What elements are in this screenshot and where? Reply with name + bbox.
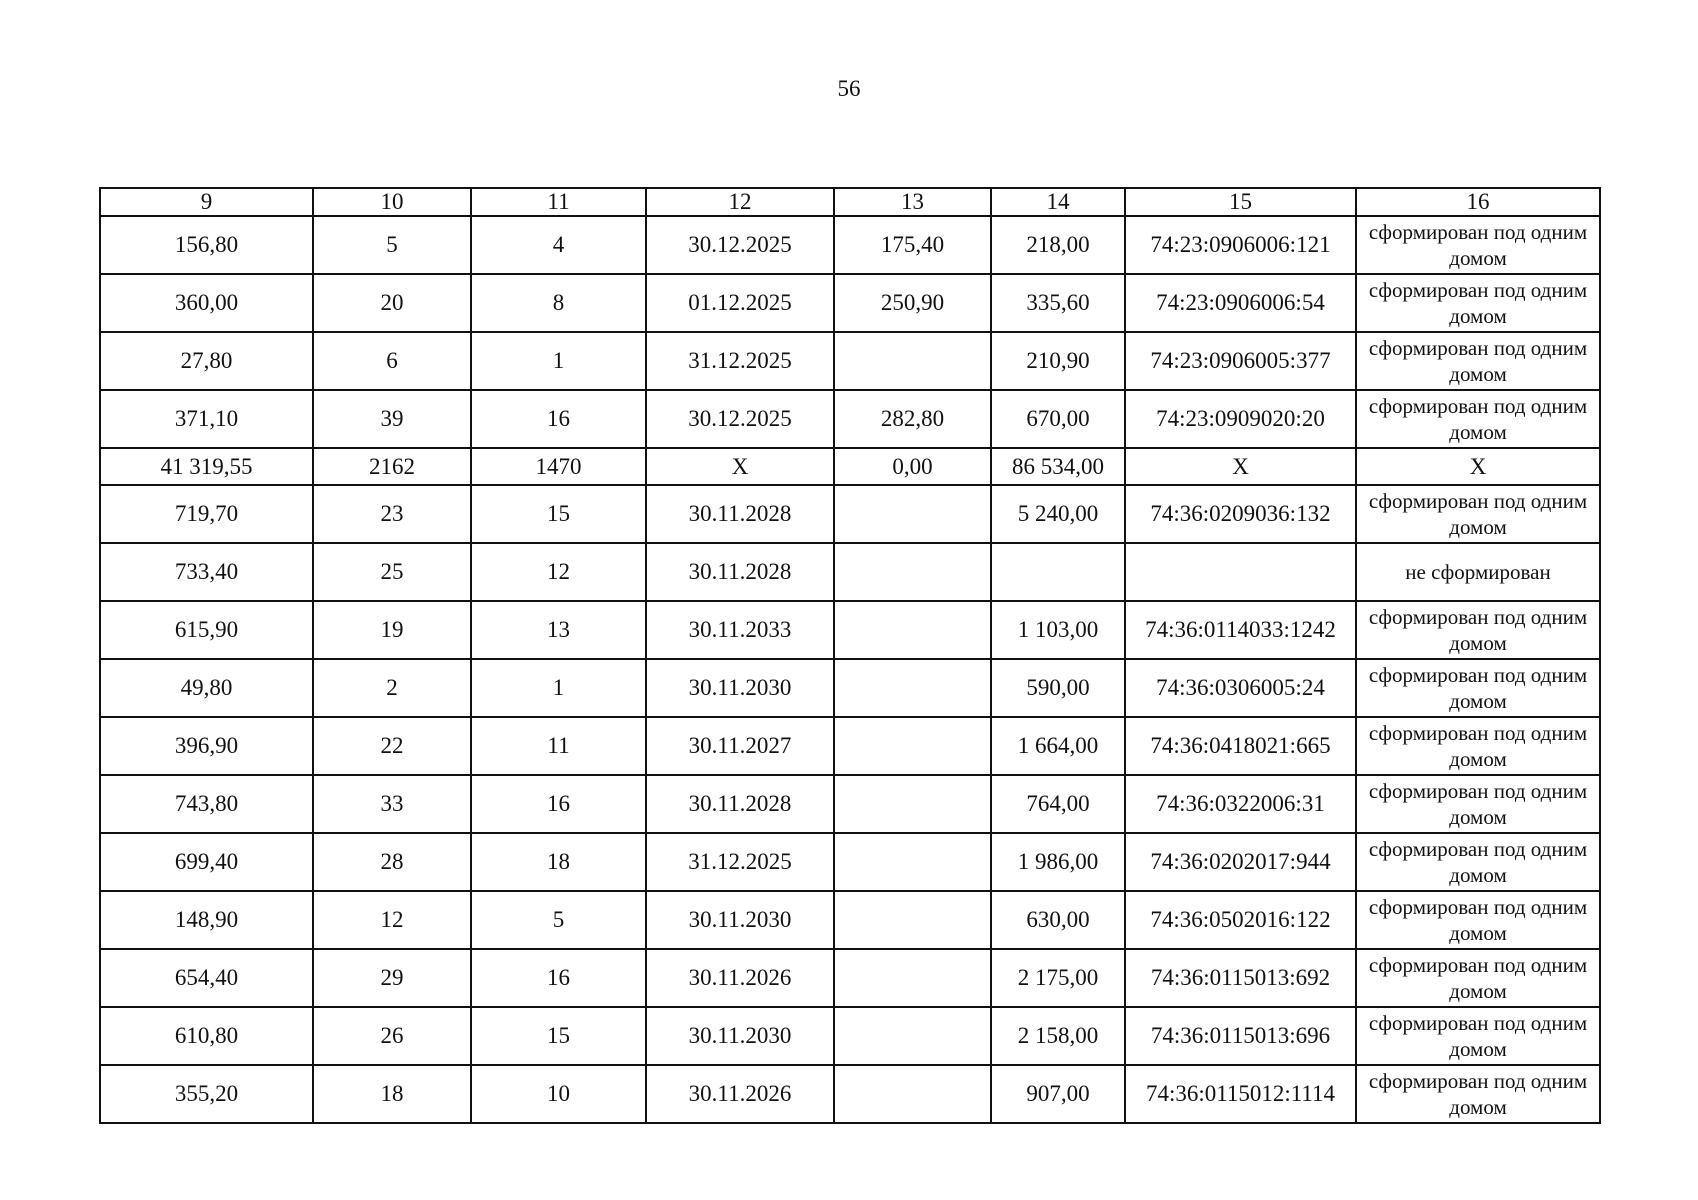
cell-count-b: 12 — [471, 543, 646, 601]
cell-cadastral-number: 74:36:0322006:31 — [1125, 775, 1356, 833]
table-row — [100, 390, 1600, 448]
cell-value-14: 218,00 — [991, 216, 1125, 274]
cell-count-b: 16 — [471, 775, 646, 833]
table-body — [100, 216, 1600, 1123]
cell-value-14: 764,00 — [991, 775, 1125, 833]
cell-count-b: 10 — [471, 1065, 646, 1123]
cell-area: 360,00 — [100, 274, 313, 332]
cell-area: 371,10 — [100, 390, 313, 448]
total-row — [100, 448, 1600, 485]
cell-cadastral-number: 74:36:0115013:696 — [1125, 1007, 1356, 1065]
cell-status: сформирован под одним домом — [1356, 1065, 1600, 1123]
cell-value-14: 1 103,00 — [991, 601, 1125, 659]
table-row — [100, 949, 1600, 1007]
cell-value-14: 5 240,00 — [991, 485, 1125, 543]
table-row — [100, 717, 1600, 775]
data-table — [99, 187, 1601, 1124]
cell-value-13 — [834, 949, 991, 1007]
cell-status: сформирован под одним домом — [1356, 274, 1600, 332]
cell-value-14: 86 534,00 — [991, 448, 1125, 485]
cell-value-13 — [834, 891, 991, 949]
column-header: 10 — [313, 188, 471, 216]
cell-count-b: 1470 — [471, 448, 646, 485]
cell-area: 148,90 — [100, 891, 313, 949]
column-header: 9 — [100, 188, 313, 216]
cell-cadastral-number: 74:36:0418021:665 — [1125, 717, 1356, 775]
header-row — [100, 188, 1600, 216]
cell-count-b: 1 — [471, 659, 646, 717]
cell-status: сформирован под одним домом — [1356, 332, 1600, 390]
cell-area: 27,80 — [100, 332, 313, 390]
cell-value-14: 210,90 — [991, 332, 1125, 390]
cell-area: 610,80 — [100, 1007, 313, 1065]
cell-count-a: 26 — [313, 1007, 471, 1065]
cell-area: 733,40 — [100, 543, 313, 601]
cell-value-13: 0,00 — [834, 448, 991, 485]
table-row — [100, 485, 1600, 543]
cell-date: 30.11.2028 — [646, 775, 834, 833]
cell-count-a: 29 — [313, 949, 471, 1007]
cell-area: 156,80 — [100, 216, 313, 274]
cell-value-13 — [834, 601, 991, 659]
cell-value-13 — [834, 833, 991, 891]
cell-count-a: 18 — [313, 1065, 471, 1123]
cell-value-14: 1 986,00 — [991, 833, 1125, 891]
cell-cadastral-number — [1125, 543, 1356, 601]
cell-count-a: 19 — [313, 601, 471, 659]
cell-status: сформирован под одним домом — [1356, 659, 1600, 717]
cell-status: сформирован под одним домом — [1356, 216, 1600, 274]
cell-value-13 — [834, 717, 991, 775]
table-row — [100, 659, 1600, 717]
cell-status: сформирован под одним домом — [1356, 1007, 1600, 1065]
cell-area: 396,90 — [100, 717, 313, 775]
column-header: 13 — [834, 188, 991, 216]
cell-cadastral-number: X — [1125, 448, 1356, 485]
cell-cadastral-number: 74:23:0906005:377 — [1125, 332, 1356, 390]
cell-value-13: 282,80 — [834, 390, 991, 448]
table-row — [100, 543, 1600, 601]
table-row — [100, 891, 1600, 949]
cell-count-a: 25 — [313, 543, 471, 601]
cell-value-13: 175,40 — [834, 216, 991, 274]
cell-count-b: 4 — [471, 216, 646, 274]
cell-date: 30.11.2033 — [646, 601, 834, 659]
cell-count-a: 2162 — [313, 448, 471, 485]
cell-area: 41 319,55 — [100, 448, 313, 485]
cell-value-13 — [834, 775, 991, 833]
cell-value-14: 590,00 — [991, 659, 1125, 717]
cell-count-a: 2 — [313, 659, 471, 717]
table-row — [100, 216, 1600, 274]
column-header: 14 — [991, 188, 1125, 216]
cell-count-a: 20 — [313, 274, 471, 332]
table-row — [100, 833, 1600, 891]
cell-value-14: 2 158,00 — [991, 1007, 1125, 1065]
cell-date: 30.11.2027 — [646, 717, 834, 775]
cell-cadastral-number: 74:23:0906006:54 — [1125, 274, 1356, 332]
cell-count-a: 28 — [313, 833, 471, 891]
cell-count-b: 18 — [471, 833, 646, 891]
cell-value-13 — [834, 543, 991, 601]
cell-value-14: 335,60 — [991, 274, 1125, 332]
cell-date: X — [646, 448, 834, 485]
cell-area: 49,80 — [100, 659, 313, 717]
column-header: 11 — [471, 188, 646, 216]
cell-date: 30.12.2025 — [646, 390, 834, 448]
cell-cadastral-number: 74:23:0909020:20 — [1125, 390, 1356, 448]
cell-date: 30.11.2028 — [646, 543, 834, 601]
cell-count-a: 12 — [313, 891, 471, 949]
cell-date: 30.12.2025 — [646, 216, 834, 274]
cell-date: 30.11.2030 — [646, 1007, 834, 1065]
cell-area: 699,40 — [100, 833, 313, 891]
table-row — [100, 1007, 1600, 1065]
cell-cadastral-number: 74:36:0209036:132 — [1125, 485, 1356, 543]
cell-status: сформирован под одним домом — [1356, 485, 1600, 543]
table-row — [100, 274, 1600, 332]
cell-value-13 — [834, 332, 991, 390]
cell-count-a: 5 — [313, 216, 471, 274]
cell-value-13 — [834, 1065, 991, 1123]
cell-status: сформирован под одним домом — [1356, 891, 1600, 949]
cell-status: сформирован под одним домом — [1356, 949, 1600, 1007]
cell-cadastral-number: 74:36:0115013:692 — [1125, 949, 1356, 1007]
cell-count-b: 13 — [471, 601, 646, 659]
cell-cadastral-number: 74:36:0202017:944 — [1125, 833, 1356, 891]
table-row — [100, 601, 1600, 659]
cell-value-13 — [834, 659, 991, 717]
cell-date: 01.12.2025 — [646, 274, 834, 332]
table-row — [100, 1065, 1600, 1123]
cell-value-14: 630,00 — [991, 891, 1125, 949]
cell-date: 30.11.2026 — [646, 1065, 834, 1123]
cell-count-b: 5 — [471, 891, 646, 949]
cell-count-b: 15 — [471, 485, 646, 543]
cell-value-14: 2 175,00 — [991, 949, 1125, 1007]
cell-value-14: 670,00 — [991, 390, 1125, 448]
column-header: 15 — [1125, 188, 1356, 216]
cell-count-b: 15 — [471, 1007, 646, 1065]
cell-value-13: 250,90 — [834, 274, 991, 332]
column-header: 16 — [1356, 188, 1600, 216]
cell-cadastral-number: 74:36:0306005:24 — [1125, 659, 1356, 717]
cell-count-a: 22 — [313, 717, 471, 775]
cell-date: 30.11.2030 — [646, 891, 834, 949]
cell-status: сформирован под одним домом — [1356, 775, 1600, 833]
cell-date: 30.11.2026 — [646, 949, 834, 1007]
cell-count-b: 11 — [471, 717, 646, 775]
cell-area: 615,90 — [100, 601, 313, 659]
cell-value-14 — [991, 543, 1125, 601]
cell-status: сформирован под одним домом — [1356, 717, 1600, 775]
cell-date: 31.12.2025 — [646, 332, 834, 390]
cell-value-13 — [834, 485, 991, 543]
cell-date: 30.11.2028 — [646, 485, 834, 543]
table-row — [100, 775, 1600, 833]
cell-date: 31.12.2025 — [646, 833, 834, 891]
cell-area: 654,40 — [100, 949, 313, 1007]
cell-count-b: 1 — [471, 332, 646, 390]
cell-cadastral-number: 74:36:0114033:1242 — [1125, 601, 1356, 659]
cell-status: сформирован под одним домом — [1356, 390, 1600, 448]
cell-value-14: 907,00 — [991, 1065, 1125, 1123]
cell-date: 30.11.2030 — [646, 659, 834, 717]
cell-status: X — [1356, 448, 1600, 485]
cell-status: сформирован под одним домом — [1356, 833, 1600, 891]
cell-status: не сформирован — [1356, 543, 1600, 601]
table-row — [100, 332, 1600, 390]
cell-count-a: 39 — [313, 390, 471, 448]
cell-cadastral-number: 74:23:0906006:121 — [1125, 216, 1356, 274]
cell-count-b: 16 — [471, 390, 646, 448]
cell-count-a: 33 — [313, 775, 471, 833]
cell-count-b: 16 — [471, 949, 646, 1007]
cell-count-b: 8 — [471, 274, 646, 332]
cell-status: сформирован под одним домом — [1356, 601, 1600, 659]
cell-area: 743,80 — [100, 775, 313, 833]
cell-area: 719,70 — [100, 485, 313, 543]
column-header: 12 — [646, 188, 834, 216]
cell-area: 355,20 — [100, 1065, 313, 1123]
cell-cadastral-number: 74:36:0502016:122 — [1125, 891, 1356, 949]
cell-value-14: 1 664,00 — [991, 717, 1125, 775]
page-number: 56 — [837, 76, 861, 101]
cell-count-a: 23 — [313, 485, 471, 543]
cell-cadastral-number: 74:36:0115012:1114 — [1125, 1065, 1356, 1123]
cell-count-a: 6 — [313, 332, 471, 390]
cell-value-13 — [834, 1007, 991, 1065]
